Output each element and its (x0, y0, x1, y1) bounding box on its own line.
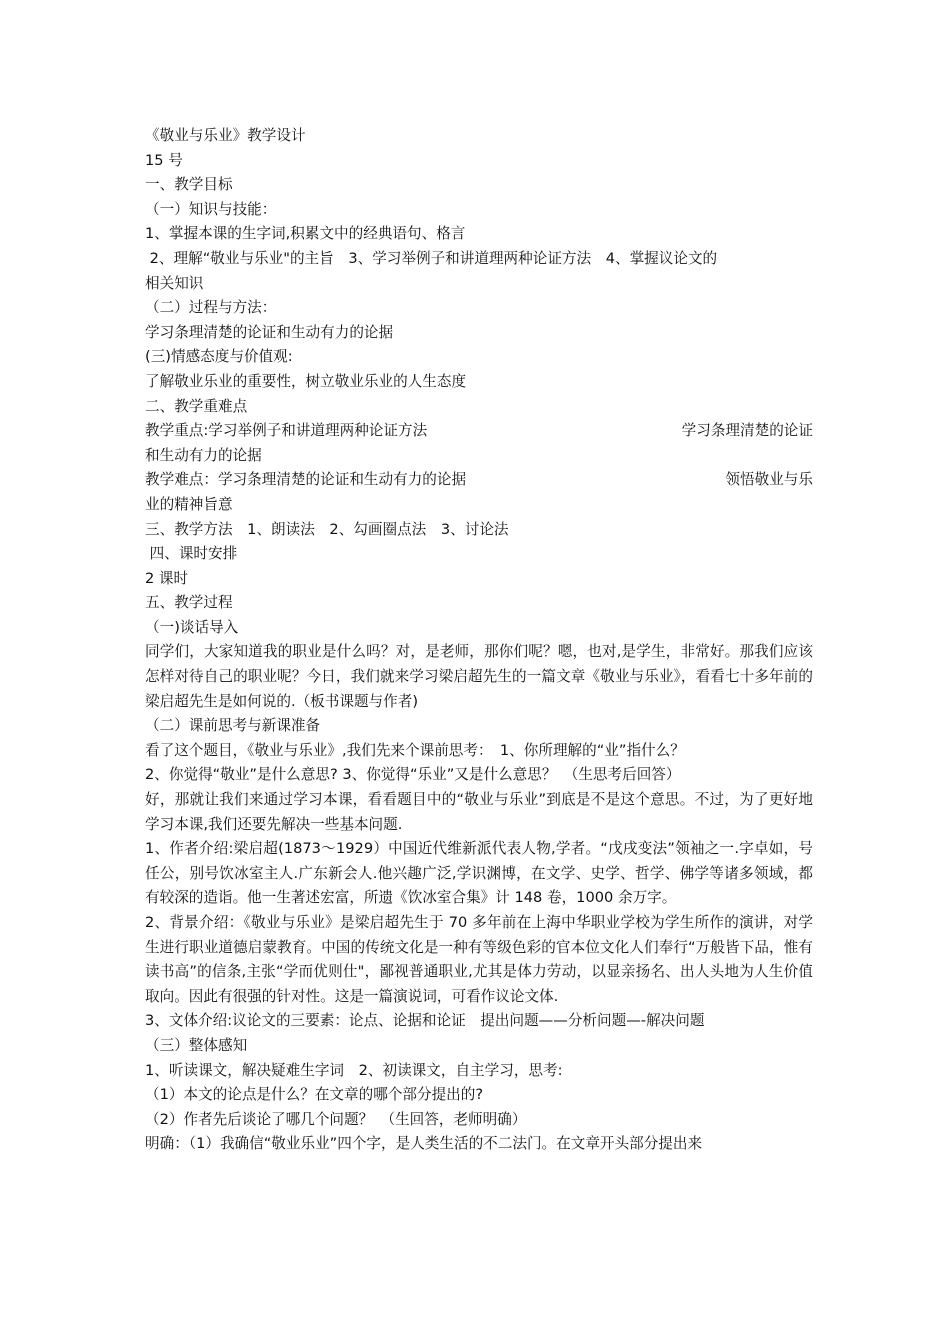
preparation-question: 看了这个题目，《敬业与乐业》,我们先来个课前思考： 1、你所理解的“业”指什么？ (145, 741, 685, 759)
key-point-left: 教学重点:学习举例子和讲道理两种论证方法 (145, 422, 428, 440)
key-point-row (145, 419, 813, 444)
difficult-point-right: 领悟敬业与乐 (725, 471, 813, 489)
objective-item-continued: 相关知识 (145, 274, 204, 292)
author-introduction: 1、作者介绍:梁启超(1873～1929）中国近代维新派代表人物,学者。“戊戌变法”领袖之一.字卓如，号任公，别号饮冰室主人.广东新会人.他兴趣广泛,学识渊博，在文学、史学、哲学、佛学等诸多领域，都有较深的造诣。他一生著述宏富，所遗《饮冰室合集》计 148 卷，1000 余万字。 (145, 840, 813, 907)
objective-item: 2、理解“敬业与乐业"的主旨 3、学习举例子和讲道理两种论证方法 4、掌握议论文的 (145, 249, 718, 267)
section-heading-objectives: 一、教学目标 (145, 176, 233, 194)
subheading-knowledge-skills: （一）知识与技能： (145, 200, 277, 218)
preparation-paragraph: 好，那就让我们来通过学习本课，看看题目中的“敬业与乐业”到底是不是这个意思。不过，为了更好地学习本课,我们还要先解决一些基本问题. (145, 791, 813, 833)
objective-item: 1、掌握本课的生字词,积累文中的经典语句、格言 (145, 225, 466, 243)
perception-question: （1）本文的论点是什么？在文章的哪个部分提出的? (145, 1086, 484, 1104)
subheading-overall-perception: （三）整体感知 (145, 1036, 248, 1054)
section-heading-methods: 三、教学方法 1、朗读法 2、勾画圈点法 3、讨论法 (145, 520, 509, 538)
difficult-point-continued: 业的精神旨意 (145, 495, 233, 513)
perception-task: 1、听读课文，解决疑难生字词 2、初读课文，自主学习，思考: (145, 1061, 563, 1079)
key-point-continued: 和生动有力的论据 (145, 446, 262, 464)
section-heading-process: 五、教学过程 (145, 594, 233, 612)
background-introduction: 2、背景介绍：《敬业与乐业》是梁启超先生于 70 多年前在上海中华职业学校为学生所作的演讲，对学生进行职业道德启蒙教育。中国的传统文化是一种有等级色彩的官本位文化人们奉行“万般皆下品，惟有读书高”的信条,主张“学而优则仕"，鄙视普通职业,尤其是体力劳动，以显亲扬名、出人头地为人生价值取向。因此有很强的针对性。这是一篇演说词，可看作议论文体. (145, 914, 813, 1005)
subheading-introduction: （一)谈话导入 (145, 618, 239, 636)
lesson-number: 15 号 (145, 151, 183, 169)
preparation-question: 2、你觉得“敬业”是什么意思? 3、你觉得“乐业”又是什么意思？ （生思考后回答） (145, 766, 681, 784)
perception-answer: 明确：（1）我确信“敬业乐业”四个字，是人类生活的不二法门。在文章开头部分提出来 (145, 1135, 703, 1153)
difficult-point-row (145, 468, 813, 493)
style-introduction: 3、文体介绍:议论文的三要素：论点、论据和论证 提出问题——分析问题—-解决问题 (145, 1012, 705, 1030)
section-heading-schedule: 四、课时安排 (145, 545, 238, 563)
subheading-process-method: （二）过程与方法： (145, 299, 277, 317)
perception-question: （2）作者先后谈论了哪几个问题？ （生回答，老师明确） (145, 1110, 527, 1128)
section-heading-key-points: 二、教学重难点 (145, 397, 248, 415)
introduction-paragraph: 同学们，大家知道我的职业是什么吗？对，是老师，那你们呢？嗯，也对,是学生，非常好。那我们应该怎样对待自己的职业呢？今日，我们就来学习梁启超先生的一篇文章《敬业与乐业》，看看七十多年前的梁启超先生是如何说的.（板书课题与作者) (145, 643, 813, 710)
subheading-attitude-values: (三)情感态度与价值观: (145, 348, 293, 366)
key-point-right: 学习条理清楚的论证 (681, 422, 813, 440)
subheading-preparation: （二）课前思考与新课准备 (145, 717, 321, 735)
document-page (145, 124, 813, 1157)
attitude-values-text: 了解敬业乐业的重要性，树立敬业乐业的人生态度 (145, 372, 467, 390)
document-title: 《敬业与乐业》教学设计 (145, 127, 306, 144)
process-method-text: 学习条理清楚的论证和生动有力的论据 (145, 323, 394, 341)
schedule-text: 2 课时 (145, 569, 189, 587)
difficult-point-left: 教学难点：学习条理清楚的论证和生动有力的论据 (145, 471, 467, 489)
